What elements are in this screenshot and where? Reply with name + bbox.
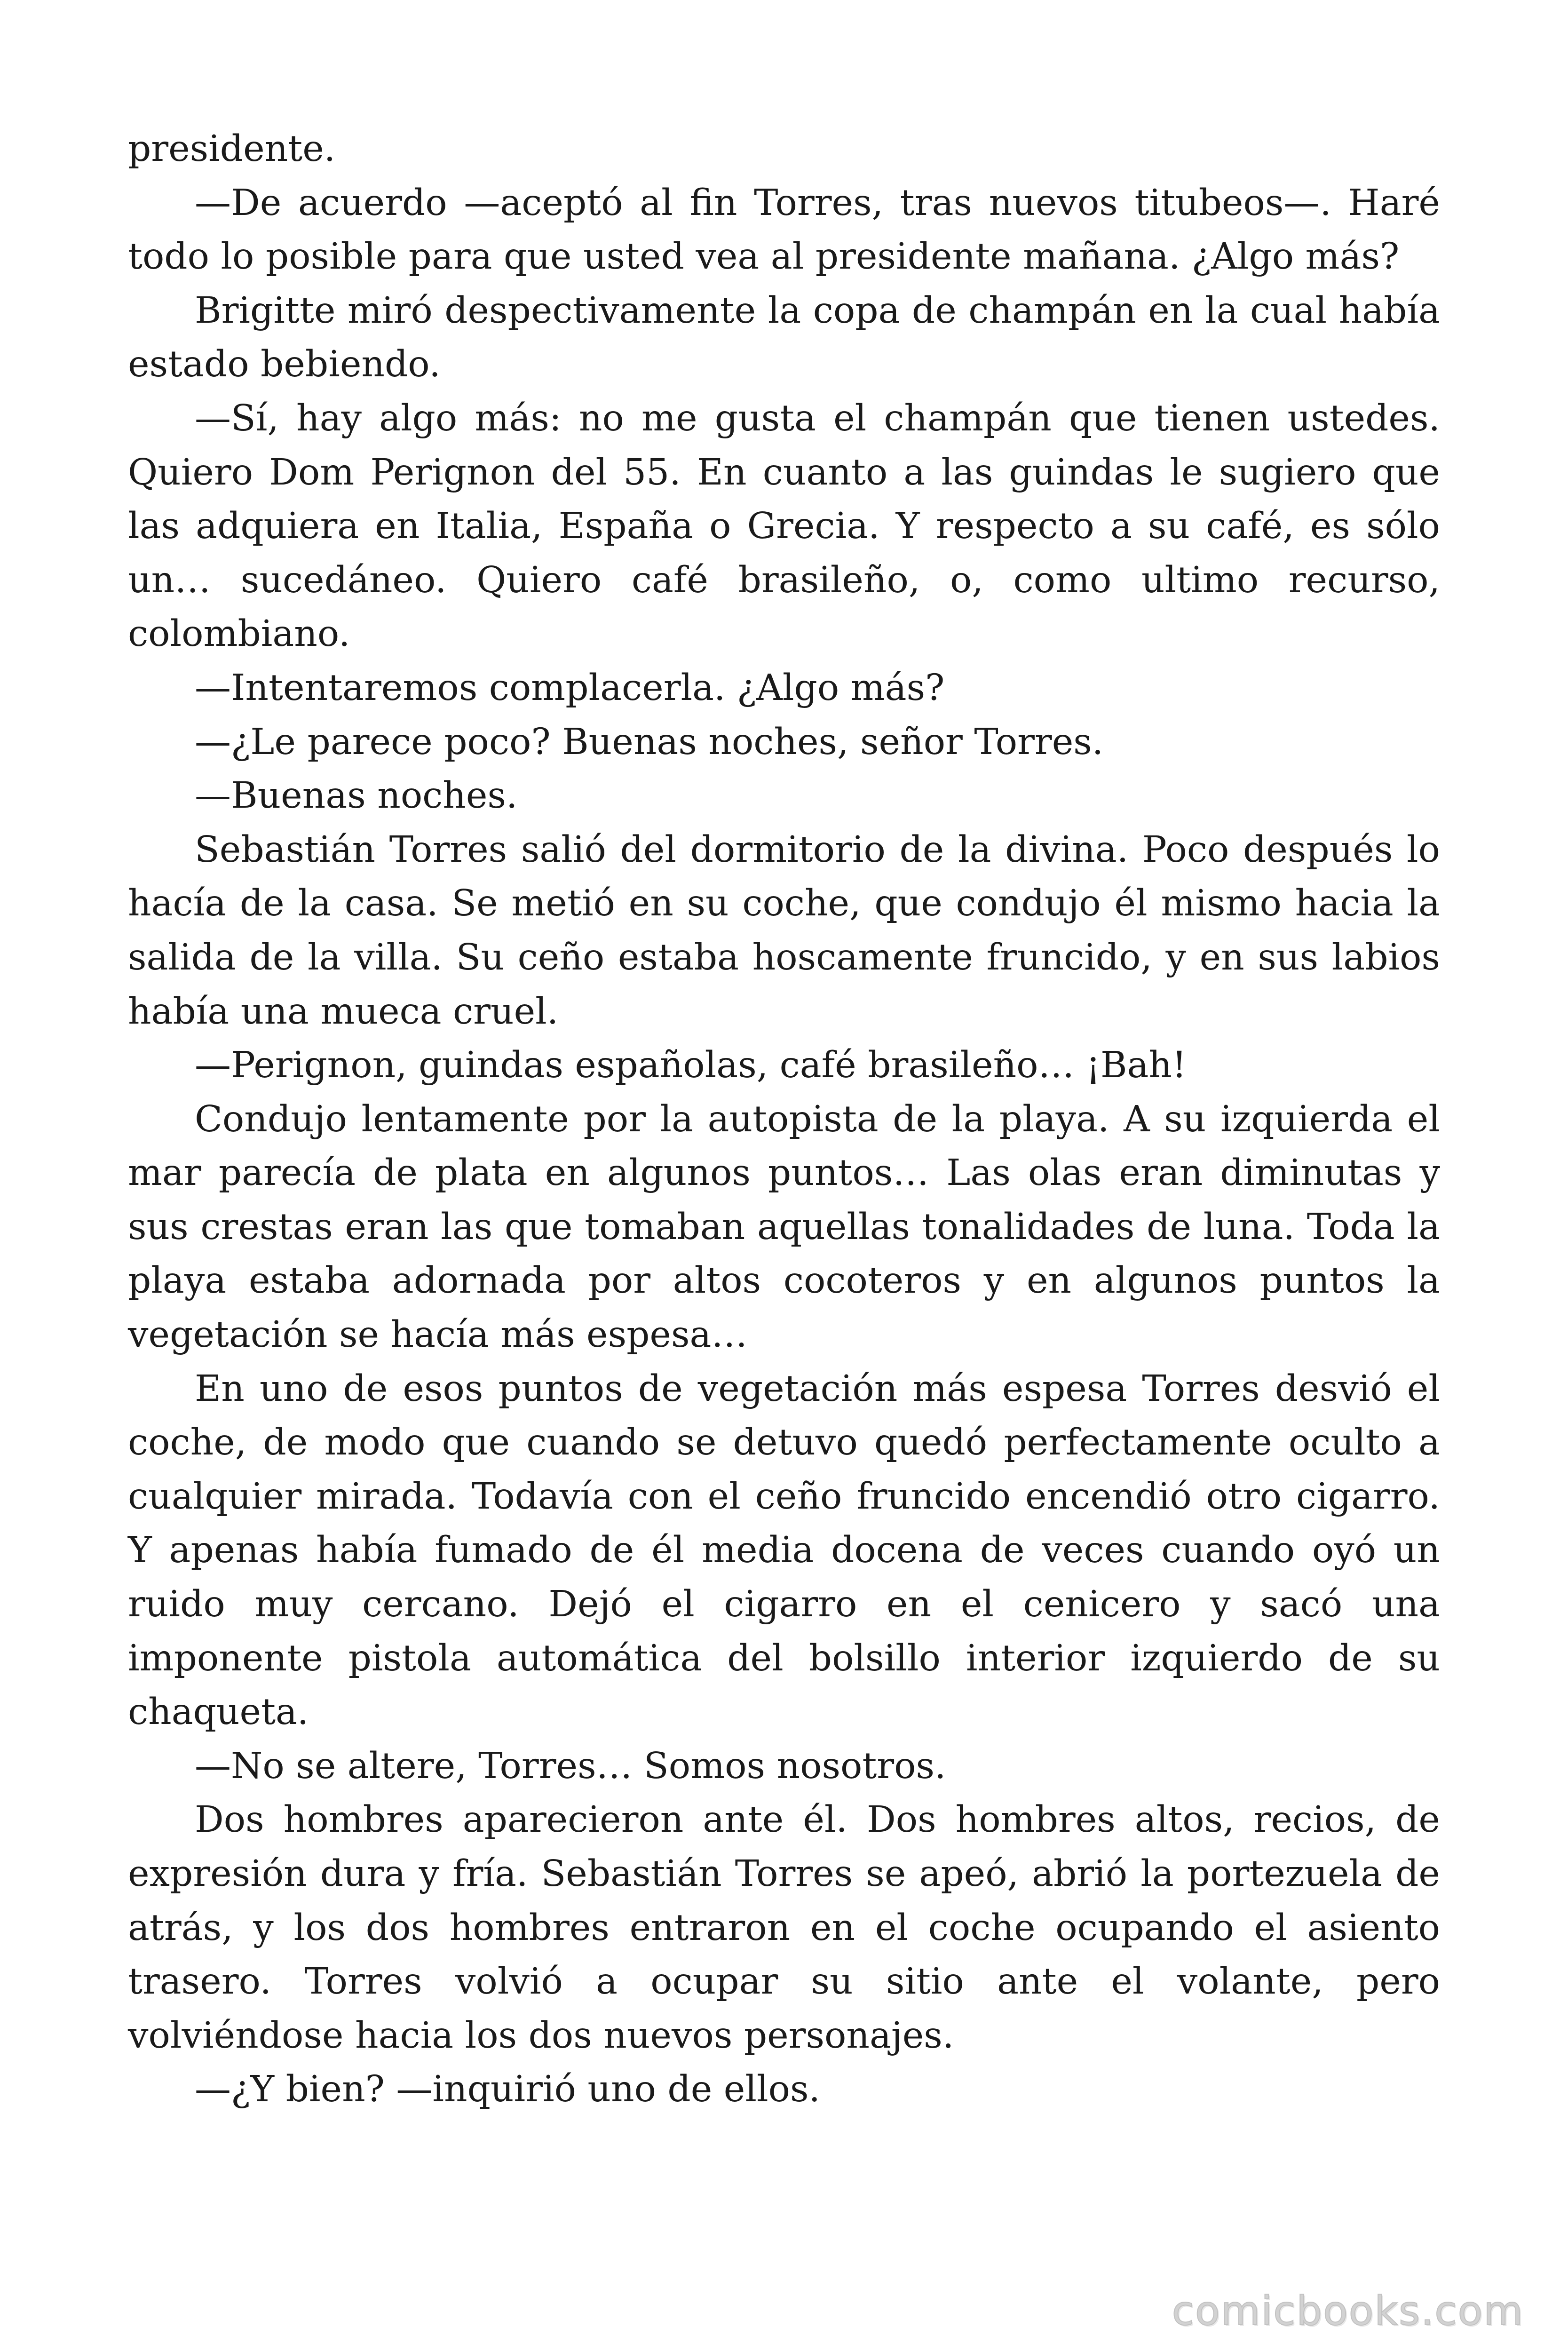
paragraph: Condujo lentamente por la autopista de la playa. A su izquierda el mar parecía de plata en algunos puntos… Las olas eran diminutas y sus crestas eran las que tomaban aquellas tonalidades de luna. Toda la playa estaba adornada por altos cocoteros y en algunos puntos la vegetación se hacía más espesa… <box>128 1098 1440 1356</box>
paragraph: —¿Y bien? —inquirió uno de ellos. <box>195 2068 820 2111</box>
paragraph: —Buenas noches. <box>195 775 518 817</box>
paragraph: presidente. <box>128 128 336 170</box>
paragraph: En uno de esos puntos de vegetación más espesa Torres desvió el coche, de modo que cuando se detuvo quedó perfectamente oculto a cualquier mirada. Todavía con el ceño fruncido encendió otro cigarro. Y apenas había fumado de él media docena de veces cuando oyó un ruido muy cercano. Dejó el cigarro en el cenicero y sacó una imponente pistola automática del bolsillo interior izquierdo de su chaqueta. <box>128 1367 1440 1733</box>
watermark: comicbooks.com <box>1172 2288 1524 2335</box>
body-text <box>128 122 1440 2117</box>
paragraph: —No se altere, Torres… Somos nosotros. <box>195 1745 946 1787</box>
paragraph: —¿Le parece poco? Buenas noches, señor Torres. <box>195 721 1104 763</box>
paragraph: Dos hombres aparecieron ante él. Dos hombres altos, recios, de expresión dura y fría. Sebastián Torres se apeó, abrió la portezuela de atrás, y los dos hombres entraron en el coche ocupando el asiento trasero. Torres volvió a ocupar su sitio ante el volante, pero volviéndose hacia los dos nuevos personajes. <box>128 1799 1440 2057</box>
paragraph: Brigitte miró despectivamente la copa de champán en la cual había estado bebiendo. <box>128 289 1440 386</box>
paragraph: —Perignon, guindas españolas, café brasileño… ¡Bah! <box>195 1044 1187 1087</box>
paragraph: —Sí, hay algo más: no me gusta el champán que tienen ustedes. Quiero Dom Perignon del 55. En cuanto a las guindas le sugiero que las adquiera en Italia, España o Grecia. Y respecto a su café, es sólo un… sucedáneo. Quiero café brasileño, o, como ultimo recurso, colombiano. <box>128 397 1440 655</box>
paragraph: Sebastián Torres salió del dormitorio de la divina. Poco después lo hacía de la casa. Se metió en su coche, que condujo él mismo hacia la salida de la villa. Su ceño estaba hoscamente fruncido, y en sus labios había una mueca cruel. <box>128 828 1440 1033</box>
paragraph: —Intentaremos complacerla. ¿Algo más? <box>195 667 945 709</box>
paragraph: —De acuerdo —aceptó al fin Torres, tras nuevos titubeos—. Haré todo lo posible para que usted vea al presidente mañana. ¿Algo más? <box>128 182 1440 278</box>
